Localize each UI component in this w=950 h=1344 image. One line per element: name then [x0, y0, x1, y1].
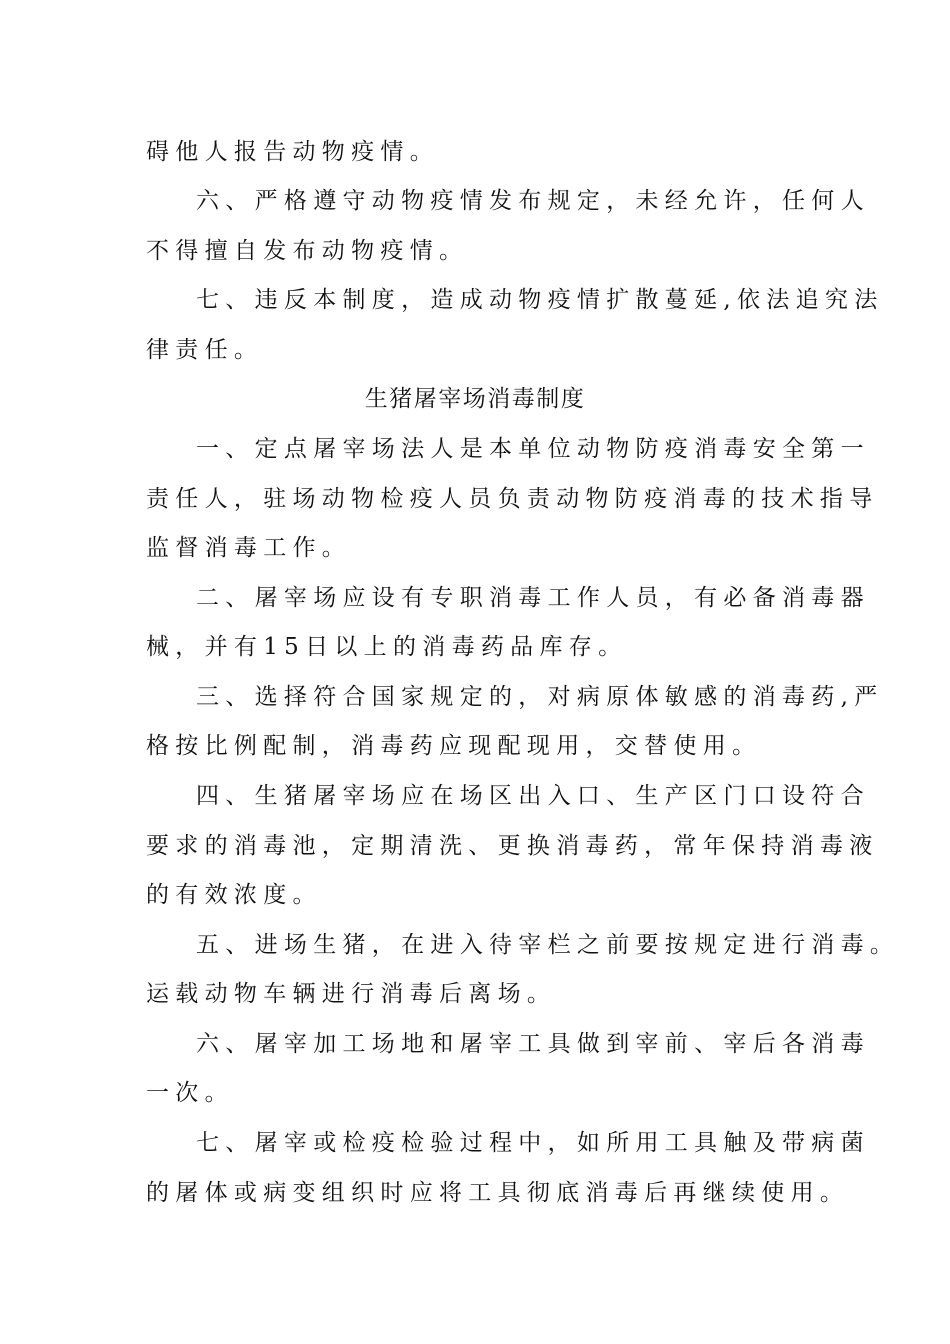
item-4-line-3: 的有效浓度。 [146, 882, 322, 908]
section-title: 生猪屠宰场消毒制度 [364, 386, 586, 412]
item-7-line-1: 七、屠宰或检疫检验过程中，如所用工具触及带病菌 [196, 1130, 870, 1156]
item-2-line-1: 二、屠宰场应设有专职消毒工作人员，有必备消毒器 [196, 585, 870, 611]
item-7-line-2: 的屠体或病变组织时应将工具彻底消毒后再继续使用。 [146, 1180, 850, 1206]
paragraph-continuation-line: 碍他人报告动物疫情。 [146, 139, 439, 165]
prev-item-6-line-1: 六、严格遵守动物疫情发布规定，未经允许，任何人 [196, 188, 870, 214]
item-2-line-2: 械，并有15日以上的消毒药品库存。 [146, 634, 628, 660]
item-1-line-3: 监督消毒工作。 [146, 535, 352, 561]
item-3-line-2: 格按比例配制，消毒药应现配现用，交替使用。 [146, 733, 762, 759]
prev-item-6-line-2: 不得擅自发布动物疫情。 [146, 238, 469, 264]
item-5-line-1: 五、进场生猪，在进入待宰栏之前要按规定进行消毒。 [196, 932, 900, 958]
item-4-line-2: 要求的消毒池，定期清洗、更换消毒药，常年保持消毒液 [146, 833, 879, 859]
item-3-line-1: 三、选择符合国家规定的，对病原体敏感的消毒药,严 [196, 684, 884, 710]
item-6-line-1: 六、屠宰加工场地和屠宰工具做到宰前、宰后各消毒 [196, 1031, 870, 1057]
item-1-line-1: 一、定点屠宰场法人是本单位动物防疫消毒安全第一 [196, 436, 870, 462]
prev-item-7-line-1: 七、违反本制度，造成动物疫情扩散蔓延,依法追究法 [196, 287, 884, 313]
item-4-line-1: 四、生猪屠宰场应在场区出入口、生产区门口设符合 [196, 783, 870, 809]
item-5-line-2: 运载动物车辆进行消毒后离场。 [146, 981, 557, 1007]
item-6-line-2: 一次。 [146, 1080, 234, 1106]
item-1-line-2: 责任人，驻场动物检疫人员负责动物防疫消毒的技术指导 [146, 486, 879, 512]
prev-item-7-line-2: 律责任。 [146, 337, 264, 363]
